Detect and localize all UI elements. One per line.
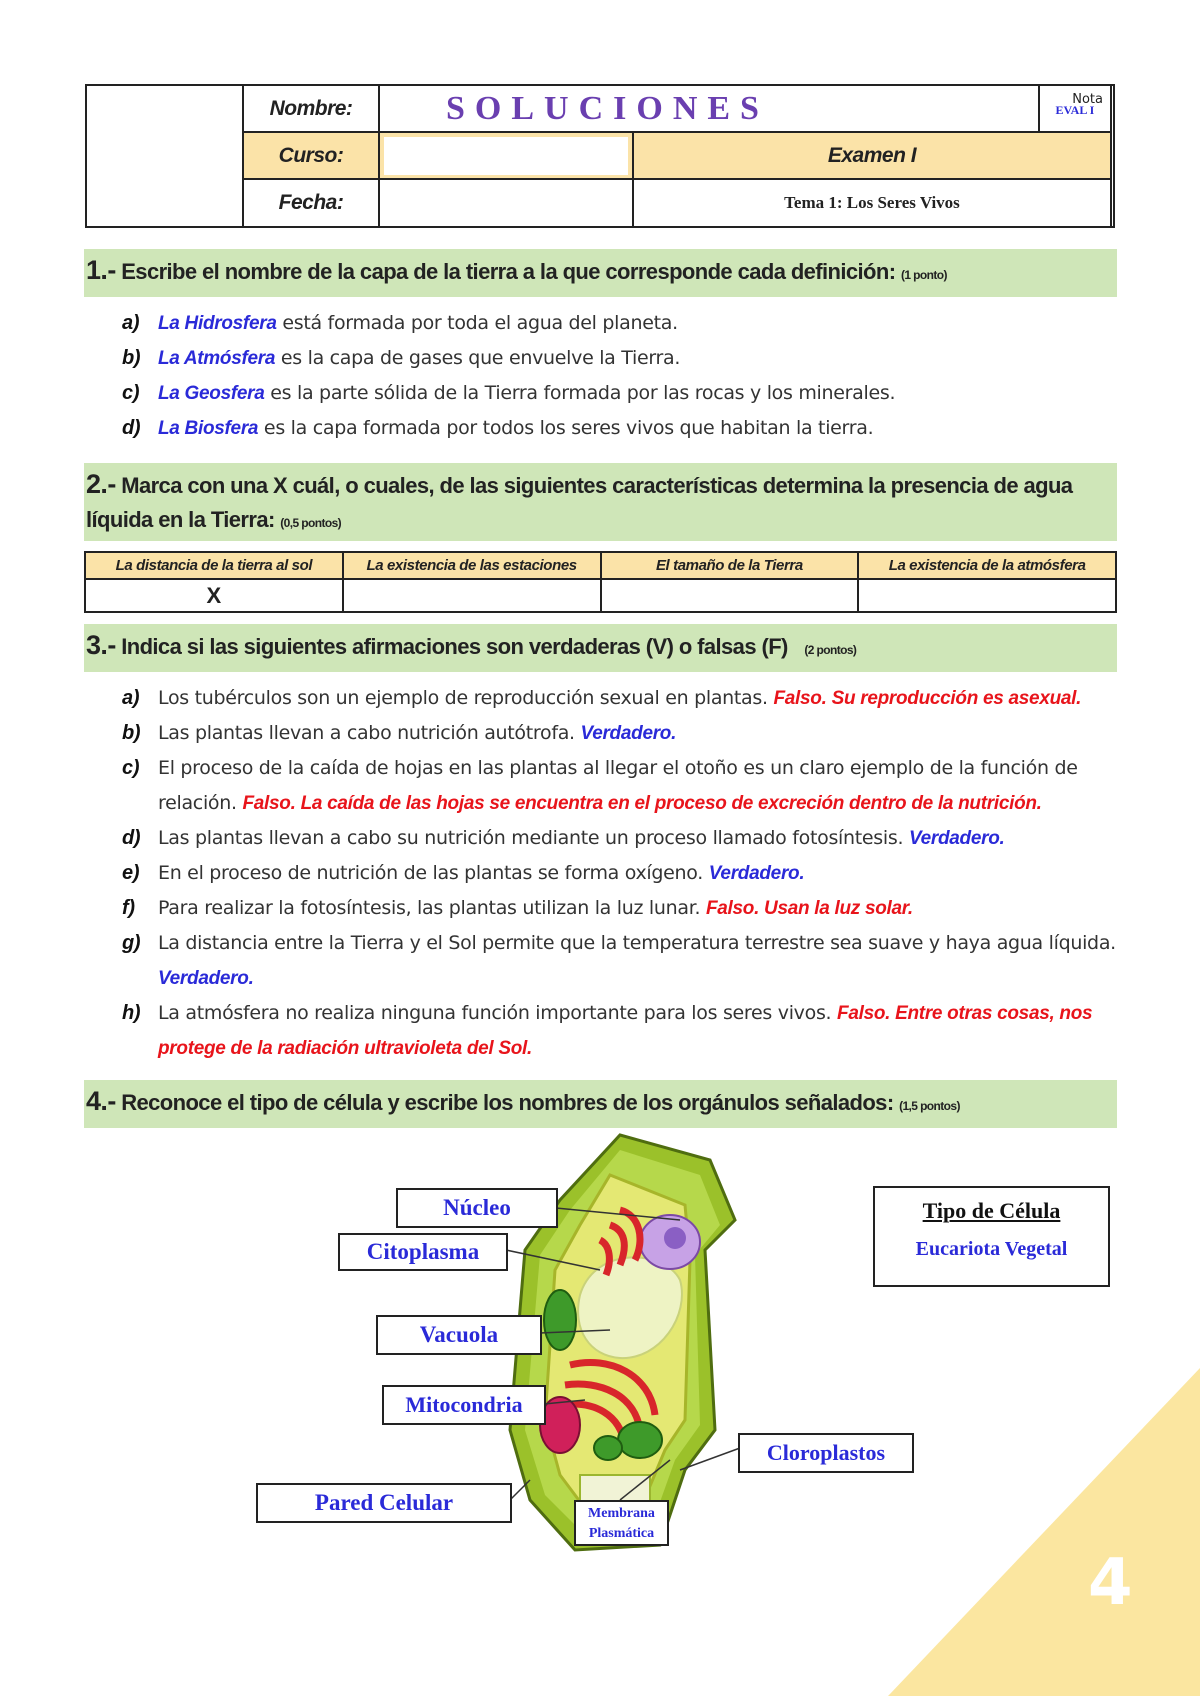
q3-answer: Verdadero. <box>908 828 1005 849</box>
label-membrana-line1: Membrana <box>588 1506 655 1521</box>
q1-item: c) La Geosfera es la parte sólida de la Tierra formada por las rocas y los minerales. <box>122 382 896 404</box>
page-number: 4 <box>1088 1546 1133 1620</box>
q3-answer: Verdadero. <box>158 968 254 989</box>
curso-label: Curso: <box>278 143 344 167</box>
eval-label: EVAL I <box>1055 103 1095 117</box>
q3-item: d) Las plantas llevan a cabo su nutrición mediante un proceso llamado fotosíntesis. Verdadero. <box>122 827 1005 849</box>
q3-item: a) Los tubérculos son un ejemplo de reproducción sexual en plantas. Falso. Su reproducción es asexual. <box>122 687 1082 709</box>
q3-number: 3.- <box>86 630 116 660</box>
q3-item: c) El proceso de la caída de hojas en las plantas al llegar el otoño es un claro ejemplo de la función de relación. Falso. La caída de las hojas se encuentra en el proceso de excreción dentro de la nutrición. <box>122 757 1078 814</box>
q2-header: El tamaño de la Tierra <box>601 552 859 579</box>
tipo-celula-box <box>873 1186 1110 1287</box>
label-cloroplastos: Cloroplastos <box>738 1433 914 1473</box>
q1-points: (1 ponto) <box>900 268 947 282</box>
q2-mark-cell[interactable]: X <box>85 579 343 612</box>
q3-item: e) En el proceso de nutrición de las plantas se forma oxígeno. Verdadero. <box>122 862 805 884</box>
q1-answer: La Biosfera <box>158 418 259 439</box>
q1-answer: La Atmósfera <box>158 348 276 369</box>
q2-text: Marca con una X cuál, o cuales, de las siguientes características determina la presencia de agua líquida en la Tierra: <box>86 473 1073 532</box>
label-membrana-line2: Plasmática <box>588 1526 655 1541</box>
q1-answer: La Hidrosfera <box>158 313 277 334</box>
q1-item: a) La Hidrosfera está formada por toda el agua del planeta. <box>122 312 678 334</box>
q4-text: Reconoce el tipo de célula y escribe los nombres de los orgánulos señalados: <box>121 1090 894 1115</box>
tipo-celula-title: Tipo de Célula <box>922 1198 1061 1223</box>
label-nucleo: Núcleo <box>396 1188 558 1228</box>
q3-item: b) Las plantas llevan a cabo nutrición autótrofa. Verdadero. <box>122 722 677 744</box>
fecha-label: Fecha: <box>278 191 344 214</box>
q2-header: La existencia de las estaciones <box>343 552 601 579</box>
q1-item: b) La Atmósfera es la capa de gases que envuelve la Tierra. <box>122 347 681 369</box>
q3-item: g) La distancia entre la Tierra y el Sol permite que la temperatura terrestre sea suave y haya agua líquida. Verdadero. <box>122 932 1116 989</box>
q3-answer: Falso. La caída de las hojas se encuentra en el proceso de excreción dentro de la nutrición. <box>242 793 1042 814</box>
page-title: SOLUCIONES <box>446 89 769 127</box>
q4-points: (1,5 pontos) <box>899 1099 960 1113</box>
q2-points: (0,5 pontos) <box>280 516 342 530</box>
tema-label: Tema 1: Los Seres Vivos <box>784 193 960 212</box>
q1-text: Escribe el nombre de la capa de la tierra a la que corresponde cada definición: <box>121 259 896 284</box>
nombre-label: Nombre: <box>269 96 353 120</box>
q3-text: Indica si las siguientes afirmaciones son verdaderas (V) o falsas (F) <box>121 634 788 659</box>
label-citoplasma: Citoplasma <box>338 1233 508 1271</box>
q2-header: La existencia de la atmósfera <box>858 552 1116 579</box>
q3-item: f) Para realizar la fotosíntesis, las plantas utilizan la luz lunar. Falso. Usan la luz solar. <box>122 897 913 919</box>
q3-answer: Verdadero. <box>580 723 677 744</box>
q1-answer: La Geosfera <box>158 383 265 404</box>
q2-number: 2.- <box>86 469 116 499</box>
q1-item: d) La Biosfera es la capa formada por todos los seres vivos que habitan la tierra. <box>122 417 874 439</box>
q3-item: h) La atmósfera no realiza ninguna función importante para los seres vivos. Falso. Entre otras cosas, nos protege de la radiación ultravioleta del Sol. <box>122 1002 1093 1059</box>
label-vacuola: Vacuola <box>376 1315 542 1355</box>
q1-number: 1.- <box>86 255 116 285</box>
q3-answer: Verdadero. <box>708 863 805 884</box>
q3-answer: Falso. Usan la luz solar. <box>705 898 913 919</box>
q3-points: (2 pontos) <box>804 643 857 657</box>
label-pared-celular: Pared Celular <box>256 1483 512 1523</box>
examen-label: Examen I <box>827 143 917 167</box>
label-membrana <box>574 1500 669 1546</box>
q4-number: 4.- <box>86 1086 116 1116</box>
q3-answer: Falso. Su reproducción es asexual. <box>773 688 1082 709</box>
tipo-celula-value: Eucariota Vegetal <box>915 1238 1068 1260</box>
nota-label: Nota <box>1072 92 1103 107</box>
q3-answer: Falso. Entre otras cosas, nos protege de la radiación ultravioleta del Sol. <box>158 1003 1093 1059</box>
label-mitocondria: Mitocondria <box>382 1385 546 1425</box>
q2-header: La distancia de la tierra al sol <box>85 552 343 579</box>
